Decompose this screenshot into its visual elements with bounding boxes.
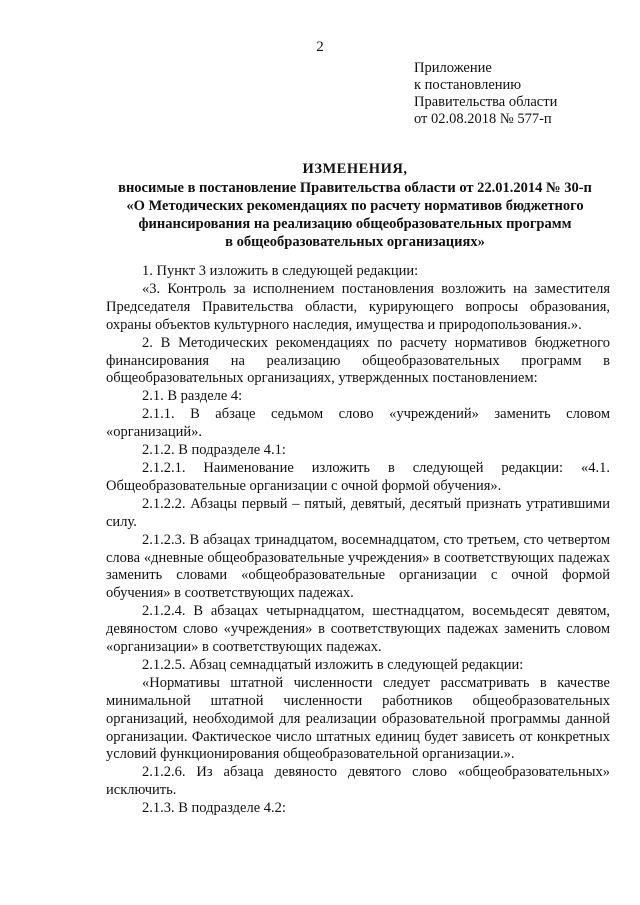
page-number: 2 [316,39,324,55]
paragraph: 2.1.3. В подразделе 4.2: [142,800,286,817]
paragraph: 2.1. В разделе 4: [142,388,243,405]
paragraph: 1. Пункт 3 изложить в следующей редакции: [142,263,419,279]
paragraph: 2. В Методических рекомендациях по расчету нормативов бюджетного финансирования на реализацию общеобразовательных программ в общеобразовательных организациях, утвержденных постановлением: [106,334,610,387]
title-subtitle-line: вносимые в постановление Правительства области от 22.01.2014 № 30-п [118,180,592,196]
title-subtitle-line: в общеобразовательных организациях» [225,234,485,250]
appendix-line: Приложение [414,60,492,76]
title-subtitle-line: «О Методических рекомендациях по расчету нормативов бюджетного [126,198,584,214]
paragraph: 2.1.2. В подразделе 4.1: [142,442,286,459]
paragraph: 2.1.1. В абзаце седьмом слово «учреждений» заменить словом «организаций». [106,406,610,441]
paragraph: «Нормативы штатной численности следует рассматривать в качестве минимальной штатной численности работников общеобразовательных организаций, необходимой для реализации образовательной программы данной организации. Фактическое число штатных единиц будет зависеть от конкретных условий функционирования общеобразовательной организации.». [106,674,610,763]
paragraph: «3. Контроль за исполнением постановления возложить на заместителя Председателя Правительства области, курирующего вопросы образования, охраны объектов культурного наследия, имущества и природопользования.». [106,280,610,333]
paragraph: 2.1.2.6. Из абзаца девяносто девятого слово «общеобразовательных» исключить. [106,764,610,799]
appendix-block [414,60,634,128]
appendix-line: от 02.08.2018 № 577-п [414,111,552,127]
paragraph: 2.1.2.1. Наименование изложить в следующей редакции: «4.1. Общеобразовательные организации с очной формой обучения». [106,459,610,494]
title-subtitle-line: финансирования на реализацию общеобразовательных программ [138,216,572,232]
paragraph: 2.1.2.5. Абзац семнадцатый изложить в следующей редакции: [142,656,524,673]
paragraph: 2.1.2.4. В абзацах четырнадцатом, шестнадцатом, восемьдесят девятом, девяностом слово «учреждения» в соответствующих падежах заменить словом «организации» в соответствующих падежах. [106,603,610,656]
appendix-line: к постановлению [414,77,522,93]
document-body [106,263,610,818]
title-heading: ИЗМЕНЕНИЯ, [302,161,408,177]
paragraph: 2.1.2.3. В абзацах тринадцатом, восемнадцатом, сто третьем, сто четвертом слова «дневные общеобразовательные учреждения» в соответствующих падежах заменить словами «общеобразовательные организации с очной формой обучения» в соответствующих падежах. [106,531,610,602]
document-title [100,160,610,251]
appendix-line: Правительства области [414,94,558,110]
paragraph: 2.1.2.2. Абзацы первый – пятый, девятый, десятый признать утратившими силу. [106,495,610,530]
